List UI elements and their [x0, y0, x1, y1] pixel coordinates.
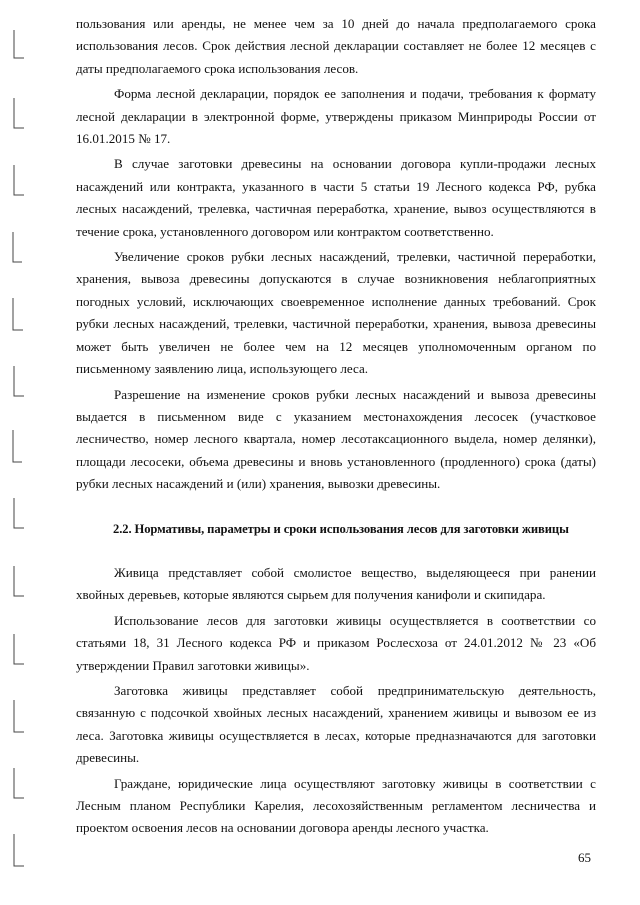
paragraph: Использование лесов для заготовки живицы осуществляется в соответствии со статьями 18, 31 Лесного кодекса РФ и приказом Рослесхоза от 24.01.2012 № 23 «Об утверждении Правил заготовки живицы». [76, 612, 596, 673]
section-heading: 2.2. Нормативы, параметры и сроки использования лесов для заготовки живицы [113, 521, 569, 536]
page-number: 65 [578, 850, 591, 865]
paragraph: Форма лесной декларации, порядок ее заполнения и подачи, требования к формату лесной декларации в электронной форме, утверждены приказом Минприроды России от 16.01.2015 № 17. [76, 86, 596, 147]
paragraph: В случае заготовки древесины на основании договора купли-продажи лесных насаждений или контракта, указанного в части 5 статьи 19 Лесного кодекса РФ, рубка лесных насаждений, трелевка, частичная переработка, хранение, вывоз осуществляются в течение срока, установленного договором или контрактом соответственно. [76, 156, 596, 239]
document-page [76, 13, 596, 840]
paragraph: Граждане, юридические лица осуществляют заготовку живицы в соответствии с Лесным планом Республики Карелия, лесохозяйственным регламентом лесничества и проектом освоения лесов на основании договора аренды лесного участка. [76, 775, 596, 836]
paragraph: Увеличение сроков рубки лесных насаждений, трелевки, частичной переработки, хранения, вывоза древесины допускаются в случае возникновения неблагоприятных погодных условий, исключающих своевременное исполнение данных требований. Срок рубки лесных насаждений, трелевки, частичной переработки, хранения, вывоза древесины может быть увеличен не более чем на 12 месяцев уполномоченным органом по письменному заявлению лица, использующего леса. [76, 249, 596, 377]
paragraph: Живица представляет собой смолистое вещество, выделяющееся при ранении хвойных деревьев, которые являются сырьем для получения канифоли и скипидара. [76, 564, 596, 603]
scan-binding-marks [0, 0, 40, 905]
paragraph: Разрешение на изменение сроков рубки лесных насаждений и вывоза древесины выдается в письменном виде с указанием местонахождения лесосек (участковое лесничество, номер лесного квартала, номер лесотаксационного выдела, номер делянки), площади лесосеки, объема древесины и вновь установленного (продленного) срока (даты) рубки лесных насаждений и (или) хранения, вывозки древесины. [76, 386, 596, 492]
paragraph: Заготовка живицы представляет собой предпринимательскую деятельность, связанную с подсочкой хвойных лесных насаждений, хранением живицы и вывозом ее из леса. Заготовка живицы осуществляется в лесах, которые предназначаются для заготовки древесины. [76, 682, 596, 766]
paragraph: пользования или аренды, не менее чем за 10 дней до начала предполагаемого срока использования лесов. Срок действия лесной декларации составляет не более 12 месяцев с даты предполагаемого срока использования лесов. [76, 16, 596, 76]
